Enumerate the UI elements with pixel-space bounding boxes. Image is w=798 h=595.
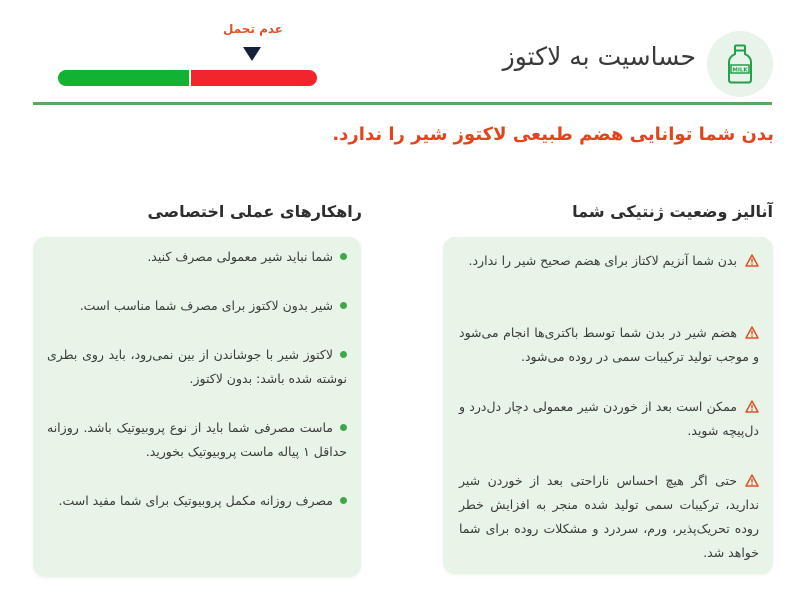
meter-pointer-icon	[243, 47, 261, 61]
recommendation-item	[47, 489, 347, 513]
analysis-item-text: بدن شما آنزیم لاکتاز برای هضم صحیح شیر را ندارد.	[468, 253, 737, 268]
svg-text:MILK: MILK	[732, 67, 748, 74]
meter-label: عدم تحمل	[222, 22, 283, 36]
recommendation-item-text: ماست مصرفی شما باید از نوع پروبیوتیک باشد. روزانه حداقل ۱ پیاله ماست پروبیوتیک بخورید.	[47, 420, 347, 459]
meter-segment-tolerant	[58, 70, 189, 86]
milk-bottle-icon	[727, 44, 753, 84]
bullet-icon	[340, 351, 347, 358]
analysis-item	[459, 321, 759, 369]
warning-icon	[745, 326, 759, 339]
analysis-item	[459, 249, 759, 273]
genetic-analysis-title: آنالیز وضعیت ژنتیکی شما	[572, 202, 773, 221]
bullet-icon	[340, 497, 347, 504]
analysis-item-text: حتی اگر هیچ احساس ناراحتی بعد از خوردن شیر ندارید، ترکیبات سمی تولید شده منجر به افزایش خطر روده تحریک‌پذیر، ورم، سردرد و مشکلات روده برای شما خواهد شد.	[459, 473, 759, 560]
analysis-item	[459, 469, 759, 565]
analysis-item-text: هضم شیر در بدن شما توسط باکتری‌ها انجام می‌شود و موجب تولید ترکیبات سمی در روده می‌شود.	[459, 325, 759, 364]
header-divider	[33, 102, 772, 105]
milk-icon-badge	[707, 31, 773, 97]
bullet-icon	[340, 424, 347, 431]
recommendation-item	[47, 416, 347, 464]
genetic-analysis-card	[443, 237, 773, 574]
recommendations-title: راهکارهای عملی اختصاصی	[147, 202, 362, 221]
recommendation-item	[47, 245, 347, 269]
recommendation-item	[47, 343, 347, 391]
recommendation-item-text: لاکتوز شیر با جوشاندن از بین نمی‌رود، باید روی بطری نوشته شده باشد: بدون لاکتوز.	[47, 347, 347, 386]
warning-icon	[745, 254, 759, 267]
warning-icon	[745, 474, 759, 487]
recommendation-item-text: شما نباید شیر معمولی مصرف کنید.	[147, 249, 333, 264]
result-headline: بدن شما توانایی هضم طبیعی لاکتوز شیر را ندارد.	[332, 124, 774, 145]
tolerance-meter	[58, 70, 317, 86]
meter-segment-intolerant	[191, 70, 317, 86]
analysis-item-text: ممکن است بعد از خوردن شیر معمولی دچار دل‌درد و دل‌پیچه شوید.	[459, 399, 759, 438]
page-title: حساسیت به لاکتوز	[502, 42, 696, 71]
recommendations-card	[33, 237, 361, 577]
recommendation-item-text: شیر بدون لاکتوز برای مصرف شما مناسب است.	[79, 298, 333, 313]
recommendation-item	[47, 294, 347, 318]
analysis-item	[459, 395, 759, 443]
warning-icon	[745, 400, 759, 413]
bullet-icon	[340, 253, 347, 260]
bullet-icon	[340, 302, 347, 309]
recommendation-item-text: مصرف روزانه مکمل پروبیوتیک برای شما مفید است.	[58, 493, 333, 508]
